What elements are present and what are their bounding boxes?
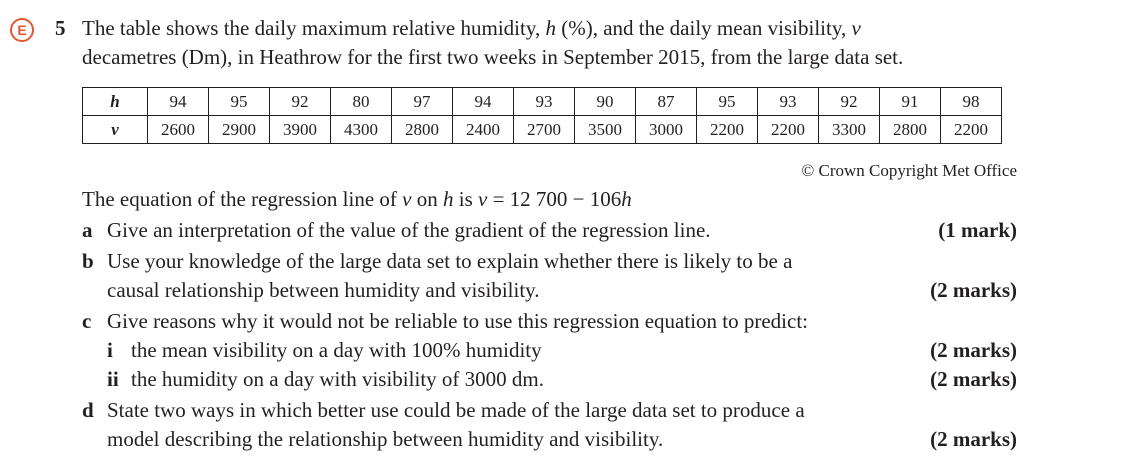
- table-cell-h: 91: [880, 88, 941, 116]
- eq-var-h1: h: [442, 187, 454, 211]
- part-a-label: a: [82, 218, 93, 242]
- part-b-text-2: causal relationship between humidity and visibility.: [107, 278, 540, 302]
- eq-text-2: on: [411, 187, 443, 211]
- table-cell-v: 3500: [575, 116, 636, 144]
- table-cell-v: 3900: [270, 116, 331, 144]
- part-b-text-1: Use your knowledge of the large data set to explain whether there is likely to be a: [107, 249, 793, 273]
- table-cell-v: 2200: [697, 116, 758, 144]
- table-row-h: [83, 88, 1002, 116]
- part-a-text: Give an interpretation of the value of the gradient of the regression line.: [107, 218, 711, 242]
- part-ci-label: i: [107, 338, 113, 362]
- regression-equation: [82, 185, 632, 214]
- part-cii-marks: (2 marks): [930, 367, 1017, 391]
- eq-text-3: is: [453, 187, 478, 211]
- table-cell-v: 2400: [453, 116, 514, 144]
- part-cii-label: ii: [107, 367, 119, 391]
- intro-text-3: decametres (Dm), in Heathrow for the first two weeks in September 2015, from the large data set.: [82, 45, 904, 69]
- table-cell-v: 2600: [148, 116, 209, 144]
- table-cell-v: 3300: [819, 116, 880, 144]
- part-a-marks: (1 mark): [938, 218, 1017, 242]
- table-cell-h: 93: [514, 88, 575, 116]
- table-cell-h: 90: [575, 88, 636, 116]
- intro-text-1: The table shows the daily maximum relative humidity,: [82, 16, 546, 40]
- part-cii-text: the humidity on a day with visibility of 3000 dm.: [131, 367, 544, 391]
- table-cell-h: 98: [941, 88, 1002, 116]
- data-table: [82, 87, 1002, 144]
- table-cell-h: 92: [270, 88, 331, 116]
- table-cell-v: 3000: [636, 116, 697, 144]
- table-cell-h: 97: [392, 88, 453, 116]
- table-cell-h: 87: [636, 88, 697, 116]
- part-d-text-2: model describing the relationship between humidity and visibility.: [107, 427, 664, 451]
- table-cell-v: 2900: [209, 116, 270, 144]
- intro-var-v: v: [851, 16, 861, 40]
- table-row-v: [83, 116, 1002, 144]
- question-number: 5: [55, 16, 66, 40]
- eq-var-v1: v: [402, 187, 412, 211]
- table-cell-h: 93: [758, 88, 819, 116]
- table-cell-h: 92: [819, 88, 880, 116]
- table-cell-v: 2800: [392, 116, 453, 144]
- copyright-notice: © Crown Copyright Met Office: [801, 161, 1017, 180]
- table-cell-v: 2700: [514, 116, 575, 144]
- part-c-text: Give reasons why it would not be reliable to use this regression equation to predict:: [107, 309, 809, 333]
- eq-text-1: The equation of the regression line of: [82, 187, 403, 211]
- table-cell-v: 2200: [758, 116, 819, 144]
- part-b-label: b: [82, 249, 94, 273]
- table-cell-h: 94: [148, 88, 209, 116]
- table-cell-v: 2800: [880, 116, 941, 144]
- table-cell-h: 80: [331, 88, 392, 116]
- table-cell-h: 95: [697, 88, 758, 116]
- part-d-label: d: [82, 398, 94, 422]
- table-cell-h: 95: [209, 88, 270, 116]
- part-c-label: c: [82, 309, 92, 333]
- eq-var-v2: v: [478, 187, 488, 211]
- row-header-v: v: [83, 116, 148, 144]
- table-cell-h: 94: [453, 88, 514, 116]
- eq-rhs: = 12 700 − 106: [487, 187, 622, 211]
- table-cell-v: 4300: [331, 116, 392, 144]
- part-ci-text: the mean visibility on a day with 100% humidity: [131, 338, 542, 362]
- part-d-marks: (2 marks): [930, 427, 1017, 451]
- question-intro: [82, 14, 1022, 72]
- exam-style-badge: E: [10, 18, 34, 42]
- eq-var-h2: h: [621, 187, 632, 211]
- part-b-marks: (2 marks): [930, 278, 1017, 302]
- intro-text-2: (%), and the daily mean visibility,: [555, 16, 852, 40]
- row-header-h: h: [83, 88, 148, 116]
- table-cell-v: 2200: [941, 116, 1002, 144]
- part-ci-marks: (2 marks): [930, 338, 1017, 362]
- part-d-text-1: State two ways in which better use could be made of the large data set to produce a: [107, 398, 805, 422]
- intro-var-h: h: [545, 16, 556, 40]
